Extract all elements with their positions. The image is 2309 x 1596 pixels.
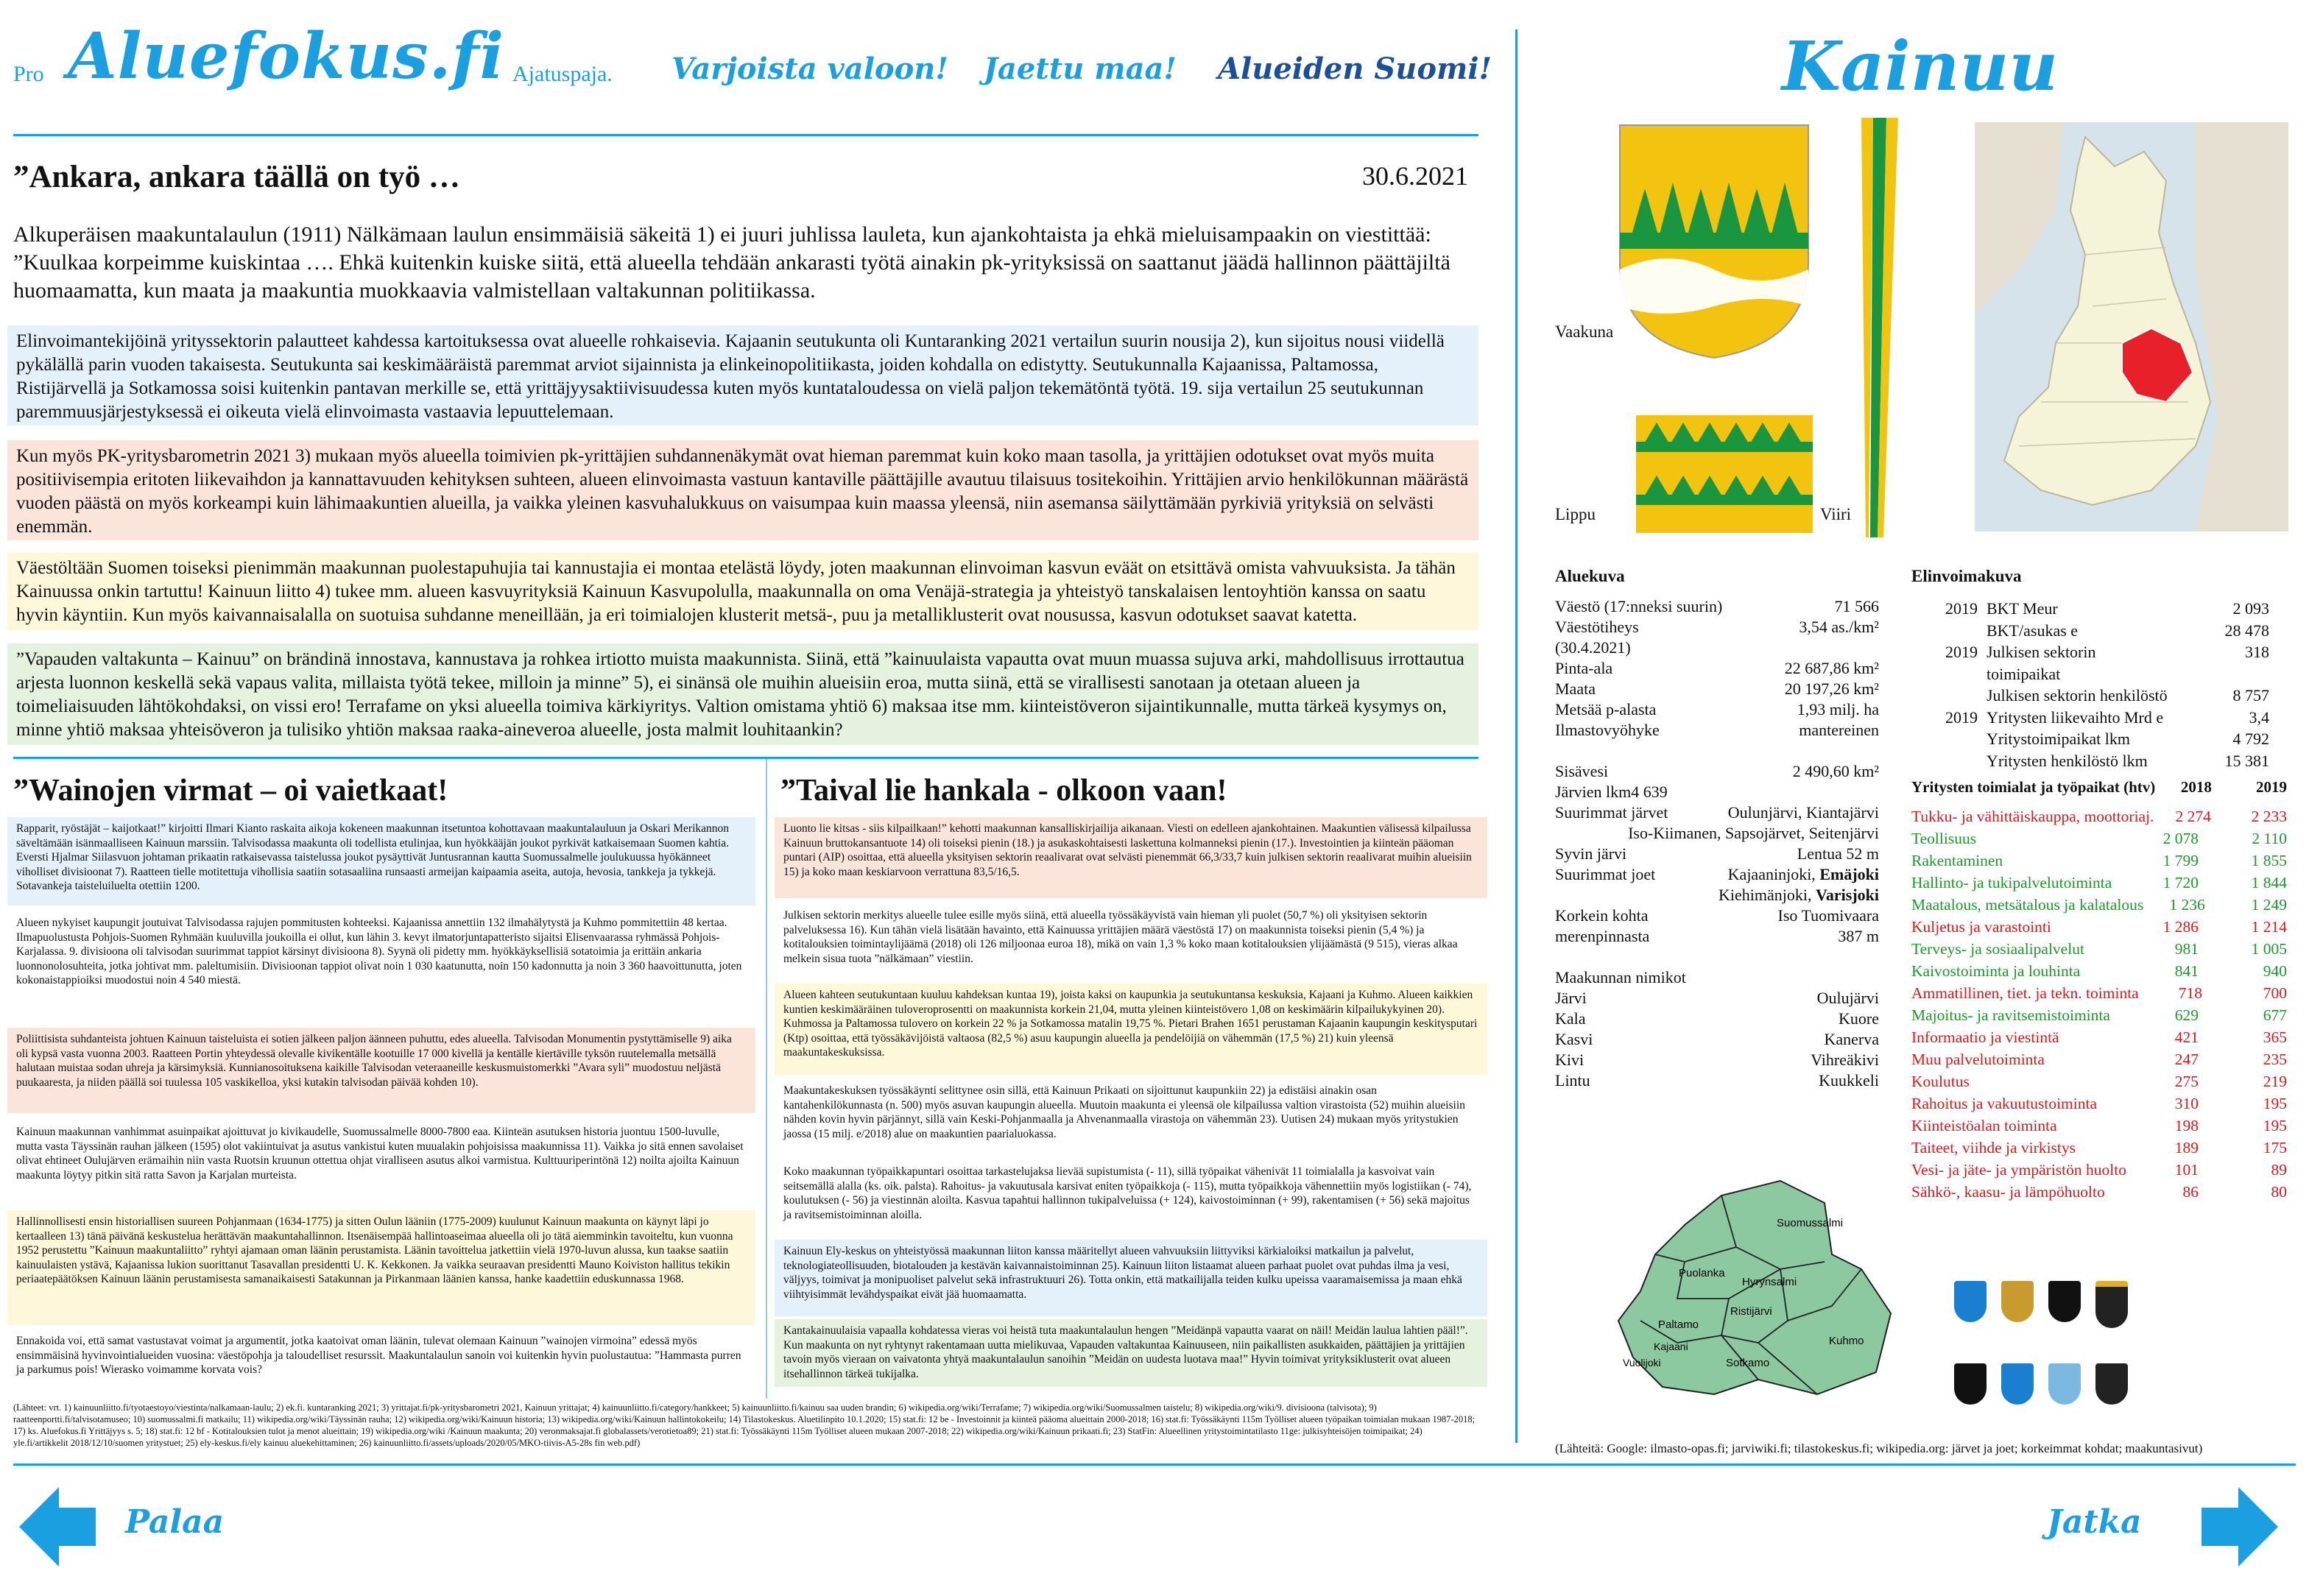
industry-2018: 101 [2174,1161,2199,1179]
article-lead: Alkuperäisen maakuntalaulun (1911) Nälkämaan laulun ensimmäisiä säkeitä 1) ei juuri juhlissa lauleta, kun ajankohtaista ja ehkä mieluisampaakin on viestittää: ”Kuulkaa korpeimme kuiskintaa …. Ehkä kuitenkin kuiske siitä, että alueella tehdään ankarasti työtä ainakin pk-yrityksissä on saattanut jäädä hallinnon päättäjiltä huomaamatta, kun maata ja maakuntia muokkaavia valmistellaan valtakunnan politiikassa. [13,222,1450,303]
municipal-shield-icon [2001,1281,2034,1322]
col2-paragraph-6: Kainuun Ely-keskus on yhteistyössä maakunnan liiton kanssa määritellyt alueen vahvuuksiin liittyviksi kärkialoiksi matkailun ja palvelut, teknologiateollisuuden, biotalouden ja kestävän kaivannaistoiminnan 25). Kainuun liiton listaamat alueen parhaat puolet ovat puhdas ilma ja vesi, väljyys, toimivat ja monipuoliset palvelut sekä infrastruktuuri 26). Totta onkin, että matkailijalla teiden kulku upeissa vaaramaisemissa ja maan ehkä viihtyisimmät levähdyspaikat eivät jää huomaamatta. [775,1240,1487,1316]
industry-row [1911,850,2287,872]
nimikot-row [1555,988,1879,1009]
industry-name: Vesi- ja jäte- ja ympäristön huolto [1911,1161,2126,1179]
row-value: 2 093 [2232,599,2269,618]
arrow-right-icon [2194,1483,2282,1571]
industry-row [1911,805,2287,827]
industry-row [1911,1159,2287,1181]
row-value: 318 [2245,643,2269,661]
korkein-row [1555,905,1879,926]
industry-2018: 86 [2182,1183,2199,1201]
row-value: 20 197,26 km² [1784,679,1879,698]
industry-row [1911,894,2287,916]
next-button[interactable] [2032,1483,2282,1571]
row-value: 387 m [1838,927,1879,945]
row-key: Julkisen sektorin toimipaikat [1987,643,2096,683]
row-key: Kivi [1555,1051,1584,1069]
industry-row [1911,982,2287,1004]
industry-name: Hallinto- ja tukipalvelutoiminta [1911,874,2112,891]
row-key: merenpinnasta [1555,927,1650,945]
row-year: 2019 [1945,707,1978,727]
muni-kajaani: Kajaani [1654,1341,1688,1352]
industry-2019: 195 [2263,1095,2287,1112]
industry-2019: 1 005 [2251,940,2287,958]
row-value: Kuukkeli [1819,1071,1879,1090]
meren-row [1555,926,1879,947]
article-paragraph-1: Elinvoimantekijöinä yrityssektorin palautteet kahdessa kartoituksessa ovat alueelle rohkaisevia. Kajaanin seutukunta oli Kuntaranking 2021 vertailun suurin nousija 2), kun sijoitus nousi viidellä pykälällä parin vuoden takaisesta. Seutukunta sai keskimääräistä paremmat arviot sijainnista ja elinkeinopolitiikasta, joiden kohdalla on edistytty. Seutukunnalla Kajaanissa, Paltamossa, Ristijärvellä ja Sotkamossa soisi kuitenkin pantavan merkille se, että yrittäjyysaktiivisuudessa kuten myös kuntataloudessa on vielä paljon tekemätöntä työtä. 19. sija vertailun 25 seutukunnan paremmuusjärjestyksessä ei oikeuta vielä elinvoimasta vastaavia lepuuttelemaan. [7,325,1478,426]
industry-2019: 195 [2263,1117,2287,1134]
col2-paragraph-2: Julkisen sektorin merkitys alueelle tulee esille myös siinä, että alueella työssäkäyvistä vain hieman yli puolet (50,7 %) oli yksityisen sektorin palveluksessa 16). Kun tähän vielä lisätään havainto, että Kainuussa yrittäjien määrä väestöstä 17) on maakunnista toiseksi pienin (5,4 %) ja kotitalouksien toimintaylijäämä (2018) oli 126 miljoonaa euroa 18), mikä on vain 1,3 % koko maan kotitalouksien ylijäämästä (9 515), vieras alkaa melkein sisua tuota ”nälkämaan” viestiin. [783,909,1458,965]
industry-name: Sähkö-, kaasu- ja lämpöhuolto [1911,1183,2105,1201]
joet-row-2 [1555,885,1879,905]
footer-rule [13,1463,2296,1466]
back-label: Palaa [125,1503,225,1541]
row-value: Oulujärvi [1816,989,1879,1007]
arrow-left-icon [15,1483,103,1571]
region-title: Kainuu [1782,27,2059,106]
jarvien-row [1555,782,1879,802]
industry-2019: 89 [2271,1161,2287,1179]
industry-row [1911,1004,2287,1026]
row-value: 8 757 [2232,686,2269,705]
column2-title: ”Taival lie hankala - olkoon vaan! [780,774,1227,808]
industry-2018: 2 078 [2162,830,2199,847]
industries-year-2018: 2018 [2180,778,2212,796]
municipal-shield-icon [1954,1281,1987,1322]
row-key: Sisävesi [1555,762,1609,780]
elinvoima-row [1945,598,2269,620]
vertical-divider [1515,29,1517,1443]
industry-2019: 365 [2263,1028,2287,1046]
industry-2018: 247 [2174,1051,2199,1068]
industry-name: Rahoitus ja vakuutustoiminta [1911,1095,2098,1112]
row-key: Syvin järvi [1555,844,1627,863]
industry-row [1911,938,2287,960]
industry-row [1911,872,2287,894]
industry-name: Majoitus- ja ravitsemistoiminta [1911,1006,2110,1024]
sources: (Lähteitä: Google: ilmasto-opas.fi; jarviwiki.fi; tilastokeskus.fi; wikipedia.org: järvet ja joet; korkeimmat kohdat; maakuntasivut) [1555,1441,2203,1455]
industry-2018: 275 [2174,1073,2199,1090]
row-key: Metsää p-alasta [1555,700,1657,718]
industry-2019: 2 110 [2252,830,2287,847]
pennant-icon [1861,118,1898,537]
row-value: 3,54 as./km² [1799,618,1879,636]
industry-2019: 1 214 [2251,918,2287,936]
industry-name: Rakentaminen [1911,852,2003,869]
aluekuva-row [1555,617,1879,638]
industry-2019: 1 855 [2251,852,2287,869]
industry-2018: 718 [2178,984,2202,1002]
industry-name: Informaatio ja viestintä [1911,1028,2059,1046]
row-value: 28 478 [2224,621,2269,640]
row-key: Korkein kohta [1555,906,1649,925]
row-key: BKT Meur [1987,599,2058,618]
industry-name: Tukku- ja vähittäiskauppa, moottoriaj. [1911,808,2154,825]
industry-2019: 219 [2263,1073,2287,1090]
row-key: Julkisen sektorin henkilöstö [1987,686,2168,705]
row-value: Iso-Kiimanen, Sapsojärvet, Seitenjärvi [1628,824,1879,842]
col1-paragraph-5: Hallinnollisesti ensin historiallisen suureen Pohjanmaan (1634-1775) ja sitten Oulun lääniin (1775-2009) kuulunut Kainuun maakunta on käynyt läpi jo kertaalleen 13) tänä päivänä keskustelua herättävän maakuntahallinnon. Itsenäisempää hallintoaseimaa alueella oli jo tätä aiemminkin tavoiteltu, kun vuonna 1952 perustettu ”Kainuun maakuntaliitto” ryhtyi ajamaan oman läänin perustamista. Läänin tavoittelua jatkettiin vielä 1970-luvun alussa, kun taakse saatiin kainuulaisten ystävä, Kajaanissa lukion suorittanut Tasavallan presidentti U. K. Kekkonen. Ja vaikka seuraavan presidentti Mauno Koiviston hallitus tekikin periaatepäätöksen Kainuun läänin perustamisesta samanaikaisesti Satakunnan ja Pirkanmaan läänien kanssa, hanke kaadettiin eduskunnassa 1968. [7,1210,755,1325]
row-key: Kala [1555,1009,1586,1028]
industry-name: Taiteet, viihde ja virkistys [1911,1139,2076,1157]
aluekuva-row [1555,720,1879,741]
row-value: Iso Tuomivaara [1777,906,1879,925]
muni-sotkamo: Sotkamo [1726,1357,1770,1369]
article-paragraph-2: Kun myös PK-yritysbarometrin 2021 3) mukaan myös alueella toimivien pk-yrittäjien suhdannenäkymät ovat hieman paremmat kuin koko maan tasolla, ja yrittäjien odotukset ovat myös muita positiivisempia eritoten liikevaihdon ja kannattavuuden kehityksen suhteen, alueen elinvoimasta vastuun kantaville päättäjille avautuu tilaisuus tositekoihin. Yrittäjien arvio henkilökunnan määrästä vuoden päästä on myös korkeampi kuin lähimaakuntien alueilla, ja vaikka yleinen kasvuhalukkuus on vaisumpaa kuin maassa yleensä, niin asemansa säilyttämään pyrkiviä yrityksiä on selvästi enemmän. [7,440,1478,540]
industry-2018: 1 799 [2162,852,2199,869]
col2-paragraph-5: Koko maakunnan työpaikkapuntari osoittaa tarkastelujaksa lievää supistumista (- 11), sillä työpaikat vähenivät 11 toimialalla ja kasvoivat vain seitsemällä alalla (ks. oik. palsta). Rahoitus- ja vakuutusala karsivat eniten työpaikkoja (- 115), mutta työpaikkoja vähennettiin myös logistiikan (- 74), koulutuksen (- 56) ja viestinnän aloilta. Kasvua tapahtui hallinnon tukipalveluissa (+ 124), kaivostoiminnan (+ 99), rakentamisen (+ 56) sekä majoitus ja ravitsemistoiminnan aloilla. [783,1165,1472,1221]
industry-2018: 1 236 [2169,896,2205,914]
elinvoima-table [1945,598,2269,771]
elinvoima-row [1945,641,2269,685]
row-value: 1,93 milj. ha [1797,700,1879,718]
row-value: Oulunjärvi, Kiantajärvi [1727,803,1879,822]
industries-title: Yritysten toimialat ja työpaikat (htv) [1911,778,2156,796]
industry-name: Kuljetus ja varastointi [1911,918,2051,936]
industry-2018: 1 286 [2162,918,2199,936]
industry-name: Ammatillinen, tiet. ja tekn. toiminta [1911,984,2139,1002]
header-rule [13,134,1478,136]
industry-2019: 940 [2263,962,2287,980]
industry-name: Teollisuus [1911,830,1977,847]
back-button[interactable] [15,1483,250,1571]
row-key: Maakunnan nimikot [1555,968,1686,986]
col1-paragraph-2: Alueen nykyiset kaupungit joutuivat Talvisodassa rajujen pommitusten kohteeksi. Kajaanissa annettiin 132 ilmahälytystä ja Kuhmo pommitettiin 48 kertaa. Ilmapuolustusta Pohjois-Suomen Ryhmään kuuluvilla joukoilla ei ollut, kun lähin 3. kevyt ilmatorjuntapatteristo sijaitsi Elisenvaarassa ryhmässä Pohjois-Karjalassa. 9. divisioona oli talvisodan suurimmat tappiot kärsinyt divisioona 8). Syynä oli pidetty mm. hyökkäyksellisiä sotatoimia ja erittäin ankaria luonnonolosuhteita, jotka johtivat mm. paleltumisiin. Divisioonan tappiot olivat noin 1 030 kaatunutta, noin 150 kadonnutta ja noin 3 360 haavoittunutta, joten kokonaistappioiksi muodostui noin 4 540 miestä. [16,917,742,986]
industry-row [1911,916,2287,938]
industries-year-2019: 2019 [2256,778,2287,796]
row-value: Kajaaninjoki, [1727,865,1820,883]
row-value-bold: Emäjoki [1819,865,1879,883]
industries-table [1911,805,2287,1203]
section-rule [13,757,1478,759]
row-value: Lentua 52 m [1797,844,1879,863]
municipal-shield-icon [2001,1363,2034,1405]
row-value-bold: Varisjoki [1816,886,1879,904]
aluekuva-row [1555,679,1879,699]
finland-map [1975,122,2288,532]
row-key: Yritystoimipaikat lkm [1987,730,2130,748]
elinvoima-row [1945,620,2269,642]
industry-name: Kaivostoiminta ja louhinta [1911,962,2081,980]
industry-2019: 80 [2271,1183,2287,1201]
slogan-alueiden: Alueiden Suomi! [1218,52,1492,86]
industry-row [1911,1092,2287,1115]
industry-name: Koulutus [1911,1073,1970,1090]
row-key: Väestö (17:nneksi suurin) [1555,597,1723,615]
row-year [1945,728,1987,750]
row-year [1945,750,1987,772]
industries-header [1911,776,2287,798]
municipal-shield-icon [2048,1363,2081,1405]
row-key: Kasvi [1555,1030,1593,1048]
nimikot-row [1555,1050,1879,1070]
industry-2018: 198 [2174,1117,2199,1134]
elinvoima-row [1945,707,2269,729]
industry-name: Kiinteistöalan toiminta [1911,1117,2057,1134]
muni-suomussalmi: Suomussalmi [1777,1217,1844,1229]
industry-row [1911,1048,2287,1070]
row-key: Järvi [1555,989,1587,1007]
row-key: Pinta-ala [1555,659,1613,677]
col1-paragraph-6: Ennakoida voi, että samat vastustavat voimat ja argumentit, jotka kaatoivat oman läänin, tulevat olemaan Kainuun ”wainojen virmoina” edessä myös ensimmäisinä hyvinvointialueiden vuosina: väestöpohja ja taloudelliset resurssit. Maakuntalaulun sanoin voi kuitenkin hyvin puolustautua: ”Hammasta purren ja parkumus pois! Wierasko voimamme korvata vois? [16,1335,741,1376]
muni-puolanka: Puolanka [1679,1267,1725,1279]
row-value: mantereinen [1799,721,1879,739]
col1-paragraph-4: Kainuun maakunnan vanhimmat asuinpaikat ajoittuvat jo kivikaudelle, Suomussalmelle 8000-7800 eaa. Kiinteän asutuksen historia juontuu 1500-luvulle, mutta vasta Täyssinän rauhan jälkeen (1595) olot vakiintuivat ja asutus vankistui kuten muualakin pohjoisissa maakunnissa 11). Vaikka jo sitä ennen savolaiset olivat ehtineet Oulujärven erämaihin niin vasta Ruotsin kruunun ottettua ohjat viralliseen asutus alkoi varmistua. Kulttuuriperintönä 12) noilta ajoilta Kainuun maakunta löytyy pitkin sitä ratta Savon ja Karjalan murteista. [16,1126,744,1182]
industry-row [1911,1181,2287,1203]
row-value: Vihreäkivi [1811,1051,1879,1069]
industry-2018: 310 [2174,1095,2199,1112]
row-key: Yritysten henkilöstö lkm [1987,751,2148,770]
row-value: 2 490,60 km² [1792,762,1879,780]
municipal-shield-icon [2095,1363,2128,1405]
suurimmat-jarvet-row [1555,802,1879,823]
slogan-jaettu: Jaettu maa! [984,52,1177,86]
article-paragraph-4: ”Vapauden valtakunta – Kainuu” on brändinä innostava, kannustava ja rohkea irtiotto muista maakunnista. Siinä, että ”kainuulaista vapautta ovat muun muassa sujuva arki, mahdollisuus irrottautua arjesta luonnon keskellä sekä vapaus valita, millaista työtä tekee, milloin ja minne” 5), ei sinänsä ole muihin alueisiin eroa, mutta siinä, että se virallisesti sanotaan ja otetaan alueen ja toimeliaisuuden lähtökohdaksi, on vissi ero! Terrafame on yksi alueella toimiva kärkiyritys. Valtion omistama yhtiö 6) maksaa itse mm. kiinteistöveron sijaintikunnalle, mutta tärkeä kysymys on, minne yhtiö maksaa yhteisöveron ja tulisiko yhtiön maksaa raaka-aineveroa alueelle, josta malmit louhitaankin? [7,643,1478,745]
row-value: Kanerva [1824,1030,1879,1048]
joet-row [1555,864,1879,885]
municipal-shield-icon [2048,1281,2081,1322]
industry-name: Muu palvelutoiminta [1911,1051,2045,1068]
row-key: Järvien lkm4 639 [1555,783,1668,801]
nimikot-row [1555,1009,1879,1029]
flag-icon [1636,415,1813,533]
kainuu-municipality-map [1611,1173,1906,1402]
muni-kuhmo: Kuhmo [1829,1335,1864,1347]
row-key: Suurimmat järvet [1555,803,1668,822]
muni-paltamo: Paltamo [1658,1318,1699,1331]
pennant-label: Viiri [1820,505,1852,523]
col1-paragraph-3: Poliittisista suhdanteista johtuen Kainuun taisteluista ei sotien jälkeen paljon äänneen puhuttu, edes alueella. Talvisodan Monumentin pystyttämiselle 9) aika oli kypsä vasta vuonna 2003. Raatteen Portin yhteydessä olevalle kivikentälle kootuille 17 000 kivellä ja kentälle kiertäville tyksön ruutelemalla metsällä halutaan muistaa sodan uhreja ja kärsimyksiä. Kunnianosoituksena kaikille Talvisodan veteraaneille keskusmuistomerkki ”Avara syli” muodostuu neljästä puukaaresta, ja niiden päällä soi tuulessa 105 vaskikelloa, yksi kutakin talvisodan päivää kohden 10). [7,1028,755,1113]
industry-row [1911,827,2287,850]
next-label: Jatka [2047,1503,2142,1541]
elinvoima-row [1945,750,2269,772]
row-key: Maata [1555,679,1596,698]
aluekuva-title: Aluekuva [1555,567,1625,585]
col2-paragraph-4: Maakuntakeskuksen työssäkäynti selittynee osin sillä, että Kainuun Prikaati on sijoittunut kaupunkiin 22) ja edistäisi ainakin osan kantahenkilökunnasta (n. 500) myös asuvan kaupungin alueella. Muutoin maakunta ei yleensä ole kilpailussa valtion virastoista (52) muihin alueisiin nähden kovin hyvin pärjännyt, sillä vain Keski-Pohjanmaalla ja Ahvenanmaalla virastoja on vähemmän 23). Uutisen 24) mukaan myös yritystukien jaossa (15 milj. e/2018) alue on maakuntien paarialuokassa. [783,1084,1465,1140]
industry-2018: 981 [2174,940,2199,958]
industry-2018: 2 274 [2175,808,2211,825]
row-year: 2019 [1945,643,1978,661]
industry-2019: 700 [2263,984,2287,1002]
row-value: Kuore [1839,1009,1879,1028]
industry-2018: 841 [2174,962,2199,980]
muni-hyrynsalmi: Hyrynsalmi [1742,1276,1797,1288]
sisavesi-row [1555,761,1879,782]
suurimmat-jarvet-row-2 [1555,823,1879,844]
coat-of-arms-icon [1617,122,1811,361]
industry-row [1911,1115,2287,1137]
flag-label: Lippu [1555,505,1596,523]
brand-logo[interactable]: Aluefokus.fi [68,19,505,93]
industry-name: Maatalous, metsätalous ja kalatalous [1911,896,2144,914]
aluekuva-table [1555,596,1879,1091]
industry-2019: 1 249 [2251,896,2287,914]
row-key: (30.4.2021) [1555,638,1631,657]
nimikot-row [1555,1029,1879,1050]
row-key: Yritysten liikevaihto Mrd e [1987,707,2164,727]
row-value: 3,4 [2249,707,2269,727]
industry-2018: 421 [2174,1028,2199,1046]
row-value: Kiehimänjoki, [1718,886,1816,904]
row-key: Lintu [1555,1071,1590,1090]
aluekuva-row [1555,699,1879,720]
industry-2019: 175 [2263,1139,2287,1157]
slogan-varjoista: Varjoista valoon! [671,52,948,86]
industry-2018: 629 [2174,1006,2199,1024]
row-key: Suurimmat joet [1555,865,1656,883]
row-key: Väestötiheys [1555,618,1639,636]
syvin-row [1555,844,1879,864]
row-value: 4 792 [2232,730,2269,748]
footnotes: (Lähteet: vrt. 1) kainuunliitto.fi/tyotaestoyo/viestinta/nalkamaan-laulu; 2) ek.fi. kuntaranking 2021; 3) yrittajat.fi/pk-yritysbarometri 2021, Kainuun yrittajat; 4) kainuunliitto.fi/category/hankkeet; 5) kainuunliitto.fi/kainuu saa uuden brandin; 6) wikipedia.org/wiki/Terrafame; 7) wikipedia.org/wiki/Suomussalmen taistelu; 8) wikipedia.org/wiki/9. divisioona (talvisota); 9) raatteenportti.fi/talvisotamuseo; 10) suomussalmi.fi matkailu; 11) wikipedia.org/wiki/Täyssinän rauha; 12) wikipedia.org/wiki/Kainuun historia; 13) wikipedia.org/wiki/Kainuun hallintokokeilu; 14) Tilastokeskus. Aluetilinpito 10.1.2020; 15) stat.fi: 12 be - Investoinnit ja kiinteä pääoma alueittain 2000-2018; 16) stat.fi: Työssäkäynti 115m Työlliset alueen työpaikan toimialan mukaan 1987-2018; 17) ks. Aluefokus.fi Yrittäjyys s. 5; 18) stat.fi: 12 bf - Kotitalouksien tulot ja menot alueittain; 19) wikipedia.org/wiki /Kainuun maakunta; 20) veronmaksajat.fi globalassets/verotietoa89; 21) stat.fi: Työssäkäynti 115m Työlliset alueen mukaan 2007-2018; 22) wikipedia.org/wiki/Kainuun prikaati.fi; 23) StatFin: Alueellinen yritystoimintatilasto 11ge: julkisyhteisöjen toimipaikat; 24) yle.fi/artikkelit 2018/12/10/suomen yritystuet; 25) ely-keskus.fi/ely kainuu aluekehittaminen; 26) kainuunliitto.fi/assets/uploads/2020/05/MKO-tiivis-A5-28s fin web.pdf) [13,1402,1476,1448]
row-value: 15 381 [2224,751,2269,770]
row-year [1945,685,1987,707]
industry-name: Terveys- ja sosiaalipalvelut [1911,940,2084,958]
muni-ristijarvi: Ristijärvi [1730,1305,1772,1318]
row-key: BKT/asukas e [1987,621,2079,640]
row-year [1945,620,1987,642]
col2-paragraph-3: Alueen kahteen seutukuntaan kuuluu kahdeksan kuntaa 19), joista kaksi on kaupunkia ja seutukuntansa keskuksia, Kajaani ja Kuhmo. Alueen kaikkien kuntien keskimääräinen tuloveroprosentti on maakunnista korkein 21,04, mutta yleinen kiinteistövero 1,08 on keskimäärin kilpailukykyinen 20). Kuhmossa ja Paltamossa tulovero on korkein 22 % ja Sotkamossa matalin 19,75 %. Pietari Brahen 1651 perustaman Kajaanin kaupungin keskitysputari (Ktp) osoittaa, että työssäkävijöistä valtaosa (82,5 %) asuu kaupungin alueella ja pendelöijiä on vähemmän (17,5 %) 21) kuin yleensä maakuntakeskuksissa. [775,984,1487,1075]
article-paragraph-3: Väestöltään Suomen toiseksi pienimmän maakunnan puolestapuhujia tai kannustajia ei montaa etelästä löydy, joten maakunnan elinvoiman kasvun eväät on etsittävä omista vahvuuksista. Ja tähän Kainuussa onkin tartuttu! Kainuun liitto 4) tukee mm. alueen kasvuyrityksiä Kainuun Kasvupolulla, maakunnalla on oma Venäjä-strategia ja yhteistyö tanskalaisen lentoyhtiön kanssa on saatu hyvin käyntiin. Kun myös kaivannaisalalla on suotuisa suhdanne meneillään, ja eri toimialojen klusterit metsä-, puu ja metalliklusterit ovat nousussa, kasvun odotukset saavat katetta. [7,552,1478,630]
muni-vuolijoki: Vuolijoki [1623,1357,1661,1369]
col1-paragraph-1: Rapparit, ryöstäjät – kaijotkaat!” kirjoitti Ilmari Kianto raskaita aikoja kokeneen maakunnan itsetuntoa kohottavaan maakuntalauluun ja Oskari Merikannon säveltämään isänmaalliseen Kainuun marssiin. Talvisodassa maakunta oli todellista etulinjaa, kun hyökkääjän joukot pyrkivät katkaisemaan Suomen kahtia. Eversti Hjalmar Siilasvuon johtaman prikaatin ratkaisevassa taistelussa joukot pysäyttivät Juntusrannan kautta Suomussalmelle joulukuussa hyökänneet viholliset divisioonat 7). Raatteen tielle motitettuja vihollisia saatiin sotasaaliina runsaasti armeijan kaipaamia aseita, autoja, hevosia, tankkeja ja tykkejä. Sotavankeja taisteluiluelta otettiin 1200. [7,817,755,905]
industry-row [1911,1026,2287,1048]
industry-2019: 2 233 [2251,808,2287,825]
industry-2019: 677 [2263,1006,2287,1024]
article-date: 30.6.2021 [1362,161,1468,191]
row-value: 22 687,86 km² [1784,659,1879,677]
municipal-shield-icon [2095,1281,2128,1328]
aluekuva-row [1555,658,1879,679]
aluekuva-row [1555,638,1879,658]
row-key: Ilmastovyöhyke [1555,721,1660,739]
industry-2018: 1 720 [2162,874,2199,891]
municipal-shield-icon [1954,1363,1987,1405]
column1-title: ”Wainojen virmat – oi vaietkaat! [13,774,448,808]
row-value: 71 566 [1834,597,1879,615]
coat-of-arms-label: Vaakuna [1555,322,1614,341]
nimikot-row [1555,1070,1879,1091]
pro-label: Pro [13,62,44,86]
aluekuva-row [1555,596,1879,617]
col2-paragraph-7: Kantakainuulaisia vapaalla kohdatessa vieras voi heistä tuta maakuntalaulun hengen ”Meidänpä vapautta vaarat on näil! Meidän laulua lahtien pääl!”. Kun maakunta on nyt ryhtynyt rakentamaan uutta mielikuvaa, Vapauden valtakuntaa Kainuuseen, niin paikallisten asukkaiden, päättäjien ja yrittäjien tavoin myös vieraan on vaivatonta yhtyä maakuntalaulun sanoihin ”Meidän on uudesta luotava maa!” Hyvin toimivat yrityksiklusterit ovat alueen itsehallinnon tärkeä tukijalka. [775,1319,1487,1387]
elinvoima-title: Elinvoimakuva [1911,567,2022,585]
industry-row [1911,1137,2287,1159]
elinvoima-row [1945,728,2269,750]
col2-paragraph-1: Luonto lie kitsas - siis kilpailkaan!” kehotti maakunnan kansalliskirjailija aikanaan. Viesti on edelleen ajankohtainen. Maakuntien välisessä kilpailussa Kainuun bruttokansantuote 14) oli toiseksi pienin (18.) ja asukaskohtaisesti laskettuna kolmanneksi pienin (17.). Investointien ja kiinteän pääoman puntari (AIP) osoittaa, että alueella yksityisen sektorin reaalivarat ovat selvästi pienemmät 66,3/33,7 kuin julkisen sektorin reaalivarat muihin alueisiin 15) ja koko maan keskiarvoon verrattuna 83,5/16,5. [775,817,1487,898]
article-title: ”Ankara, ankara täällä on työ … [13,160,460,194]
industry-row [1911,960,2287,982]
inner-divider [766,758,767,1399]
industry-2019: 1 844 [2251,874,2287,891]
industry-2019: 235 [2263,1051,2287,1068]
industry-row [1911,1070,2287,1092]
nimikot-title [1555,967,1879,988]
elinvoima-row [1945,685,2269,707]
industry-2018: 189 [2174,1139,2199,1157]
ajatuspaja-label: Ajatuspaja. [512,62,613,86]
row-year: 2019 [1945,599,1978,618]
